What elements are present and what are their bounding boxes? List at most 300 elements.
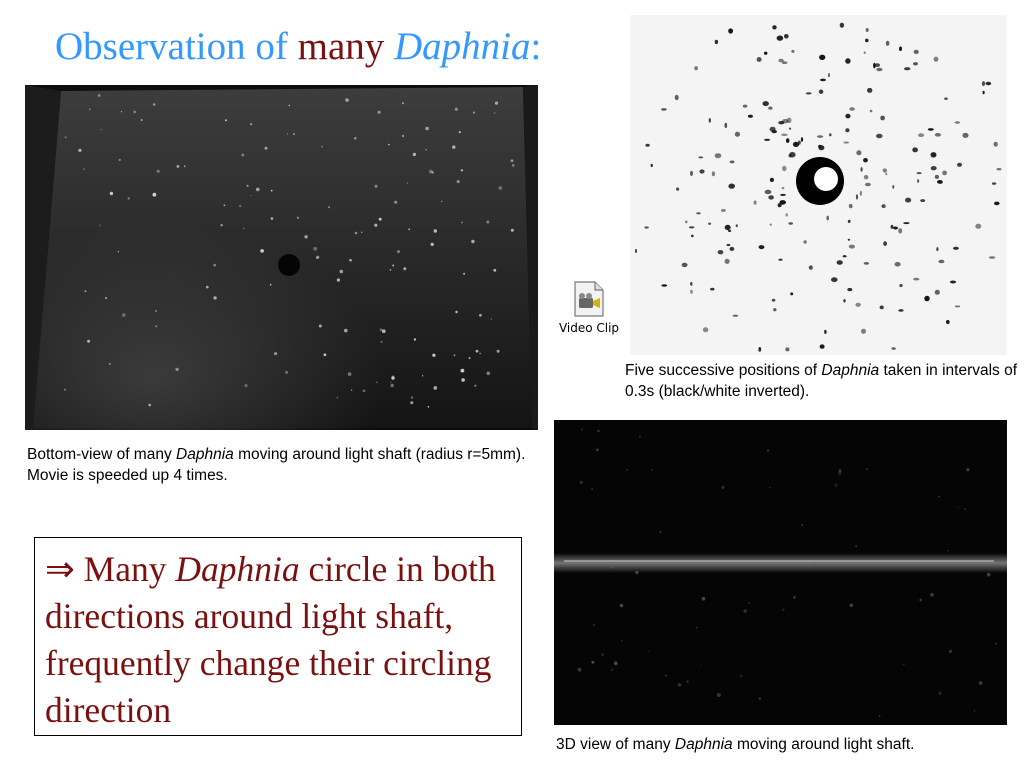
daphnia-speck [148, 404, 151, 407]
conclusion-post: circle in both directions around light shaft, frequently change their circling direction [45, 549, 496, 730]
daphnia-position-dot [946, 320, 950, 324]
daphnia-speck [119, 159, 121, 161]
daphnia-speck-3d [627, 469, 629, 471]
daphnia-speck-3d [930, 593, 934, 597]
daphnia-speck [391, 376, 394, 379]
daphnia-speck [285, 371, 288, 374]
daphnia-speck [340, 270, 344, 274]
daphnia-speck [375, 185, 378, 188]
daphnia-speck [486, 221, 489, 224]
title-part-2: many [297, 25, 385, 68]
daphnia-speck [491, 318, 493, 320]
daphnia-position-dot [819, 90, 823, 94]
daphnia-speck [265, 147, 268, 150]
video-clip-label: Video Clip [558, 321, 620, 335]
daphnia-speck [337, 397, 339, 399]
daphnia-position-dot [725, 259, 730, 264]
daphnia-speck [403, 267, 406, 270]
daphnia-speck-3d [678, 683, 681, 686]
daphnia-speck [224, 204, 226, 206]
daphnia-position-dot [882, 204, 886, 208]
daphnia-position-dot [809, 265, 813, 269]
daphnia-speck [100, 129, 101, 130]
daphnia-speck [474, 385, 476, 387]
video-clip-button[interactable] [555, 280, 623, 340]
daphnia-position-dot [962, 133, 968, 138]
daphnia-position-dot [934, 57, 939, 62]
daphnia-position-dot [983, 91, 985, 94]
daphnia-position-dot [789, 128, 791, 130]
daphnia-position-dot [715, 40, 718, 44]
daphnia-speck [422, 375, 423, 376]
daphnia-position-dot [708, 223, 711, 225]
daphnia-position-dot [644, 226, 648, 228]
daphnia-speck-3d [974, 710, 975, 711]
positions-caption-pre: Five successive positions of [625, 362, 822, 379]
daphnia-speck-3d [593, 624, 595, 626]
daphnia-position-dot [768, 107, 772, 110]
daphnia-speck [241, 154, 244, 157]
daphnia-position-dot [886, 41, 890, 46]
daphnia-speck [498, 186, 502, 190]
daphnia-speck [271, 190, 273, 192]
daphnia-speck [392, 265, 394, 267]
daphnia-speck [455, 311, 457, 313]
daphnia-speck [324, 353, 327, 356]
daphnia-position-dot [936, 247, 938, 251]
daphnia-speck [110, 192, 113, 195]
daphnia-position-dot [817, 135, 823, 138]
daphnia-speck [452, 145, 455, 148]
daphnia-speck [379, 218, 382, 221]
daphnia-speck-3d [938, 496, 940, 498]
positions-caption [625, 360, 1020, 402]
daphnia-position-dot [855, 303, 860, 307]
daphnia-speck [239, 205, 241, 207]
positions-caption-italic: Daphnia [821, 362, 880, 379]
daphnia-position-dot [694, 66, 698, 70]
daphnia-position-dot [803, 240, 806, 243]
daphnia-position-dot [778, 121, 784, 124]
daphnia-position-dot [828, 73, 830, 77]
daphnia-speck [87, 340, 90, 343]
daphnia-speck [105, 297, 107, 299]
daphnia-speck [289, 105, 290, 106]
daphnia-speck [411, 396, 413, 398]
daphnia-speck [175, 368, 178, 371]
daphnia-speck [381, 341, 383, 343]
daphnia-speck [374, 224, 377, 227]
daphnia-speck [121, 111, 122, 112]
daphnia-speck-3d [850, 604, 853, 607]
daphnia-speck [65, 136, 67, 138]
daphnia-speck [304, 235, 307, 238]
daphnia-position-dot [690, 290, 693, 294]
daphnia-position-dot [651, 164, 653, 167]
daphnia-position-dot [781, 134, 788, 136]
daphnia-speck-3d [839, 469, 842, 472]
daphnia-position-dot [975, 224, 981, 229]
daphnia-position-dot [895, 262, 901, 267]
daphnia-speck-3d [965, 508, 966, 509]
daphnia-position-dot [645, 144, 649, 147]
daphnia-position-dot [709, 118, 711, 123]
daphnia-speck [461, 369, 465, 373]
conclusion-box [34, 537, 522, 736]
daphnia-position-dot [864, 52, 866, 54]
daphnia-speck [351, 390, 352, 391]
conclusion-pre: Many [74, 549, 176, 589]
daphnia-speck-3d [966, 468, 969, 471]
conclusion-italic: Daphnia [175, 549, 300, 589]
daphnia-speck [118, 251, 119, 252]
daphnia-position-dot [837, 260, 843, 265]
daphnia-position-dot [864, 262, 869, 265]
daphnia-position-dot [899, 284, 902, 287]
daphnia-speck [293, 133, 295, 135]
daphnia-speck [479, 314, 482, 317]
daphnia-position-dot [876, 68, 882, 72]
daphnia-speck-3d [948, 550, 949, 551]
bottom-view-photo[interactable] [25, 85, 538, 430]
daphnia-speck [459, 131, 461, 133]
daphnia-speck [461, 222, 463, 224]
title-part-1: Observation of [55, 25, 298, 68]
daphnia-position-dot [730, 161, 735, 164]
daphnia-speck [313, 247, 317, 251]
daphnia-position-dot [875, 63, 880, 67]
daphnia-position-dot [685, 221, 687, 224]
bottom-caption-post: moving around light shaft (radius r=5mm). Movie is speeded up 4 times. [27, 446, 526, 484]
daphnia-speck [473, 112, 475, 114]
daphnia-position-dot [791, 50, 794, 53]
daphnia-speck-3d [769, 487, 770, 488]
daphnia-speck [328, 206, 330, 208]
daphnia-speck-3d [987, 573, 991, 577]
daphnia-position-dot [806, 92, 812, 94]
daphnia-speck [153, 103, 155, 105]
3d-caption-pre: 3D view of many [556, 736, 675, 753]
daphnia-speck-3d [597, 430, 599, 432]
daphnia-speck [410, 401, 413, 404]
daphnia-position-dot [938, 260, 944, 264]
daphnia-position-dot [935, 175, 939, 179]
daphnia-speck [134, 111, 136, 113]
daphnia-position-dot [870, 110, 873, 113]
daphnia-position-dot [865, 39, 869, 43]
daphnia-position-dot [793, 142, 799, 147]
daphnia-position-dot [876, 134, 883, 139]
daphnia-speck [461, 169, 463, 171]
daphnia-speck [455, 108, 458, 111]
daphnia-position-dot [917, 172, 922, 174]
daphnia-speck-3d [743, 609, 746, 612]
daphnia-position-dot [635, 249, 637, 253]
daphnia-position-dot [758, 347, 761, 352]
daphnia-position-dot [831, 277, 838, 282]
daphnia-speck-3d [581, 428, 583, 430]
daphnia-speck [426, 149, 427, 150]
daphnia-speck [361, 232, 362, 233]
daphnia-position-dot [728, 230, 731, 232]
daphnia-position-dot [698, 156, 703, 158]
daphnia-speck [297, 217, 299, 219]
daphnia-speck [512, 164, 515, 167]
daphnia-position-dot [953, 247, 959, 250]
daphnia-position-dot [935, 290, 940, 295]
daphnia-speck [479, 353, 481, 355]
daphnia-speck [487, 372, 491, 376]
daphnia-position-dot [849, 204, 853, 208]
daphnia-speck [414, 338, 416, 340]
daphnia-position-dot [829, 133, 831, 136]
daphnia-speck [408, 228, 410, 230]
daphnia-speck [511, 229, 514, 232]
daphnia-position-dot [715, 153, 722, 158]
daphnia-speck [469, 357, 471, 359]
bottom-caption-italic: Daphnia [176, 446, 234, 463]
daphnia-position-dot [989, 256, 995, 259]
daphnia-speck [271, 217, 274, 220]
daphnia-position-dot [765, 190, 772, 194]
daphnia-speck [83, 168, 85, 170]
daphnia-speck-3d [648, 651, 649, 652]
daphnia-speck-3d [855, 545, 857, 547]
daphnia-speck [155, 325, 157, 327]
daphnia-position-dot [848, 220, 851, 223]
daphnia-speck [244, 384, 247, 387]
daphnia-position-dot [725, 225, 731, 230]
daphnia-speck [463, 273, 465, 275]
daphnia-position-dot [772, 25, 776, 29]
daphnia-speck [394, 201, 397, 204]
daphnia-speck [441, 201, 443, 203]
daphnia-position-dot [730, 247, 735, 251]
daphnia-position-dot [786, 138, 789, 143]
daphnia-position-dot [789, 152, 795, 158]
daphnia-speck [177, 165, 180, 168]
daphnia-speck [274, 352, 277, 355]
daphnia-position-dot [743, 105, 748, 108]
daphnia-speck [376, 382, 378, 384]
daphnia-position-dot [682, 263, 688, 267]
daphnia-position-dot [676, 188, 679, 191]
daphnia-position-dot [826, 216, 829, 221]
daphnia-position-dot [690, 171, 693, 176]
daphnia-position-dot [912, 147, 918, 152]
daphnia-position-dot [904, 67, 910, 70]
daphnia-position-dot [779, 200, 786, 205]
daphnia-speck-3d [596, 448, 599, 451]
daphnia-position-dot [770, 224, 772, 226]
daphnia-speck [413, 153, 416, 156]
daphnia-speck [461, 378, 465, 382]
daphnia-position-dot [696, 212, 700, 214]
daphnia-position-dot [840, 23, 844, 28]
daphnia-position-dot [782, 166, 787, 171]
daphnia-position-dot [849, 245, 855, 249]
daphnia-speck [434, 229, 437, 232]
daphnia-speck [380, 328, 383, 331]
daphnia-position-dot [725, 123, 728, 128]
daphnia-position-dot [770, 178, 774, 182]
daphnia-speck-3d [759, 697, 761, 699]
daphnia-speck-3d [767, 449, 770, 452]
daphnia-speck [432, 354, 435, 357]
daphnia-position-dot [689, 226, 695, 228]
3d-view-caption [556, 734, 1024, 755]
daphnia-speck-3d [610, 565, 613, 568]
daphnia-position-dot [818, 145, 821, 148]
daphnia-speck-3d [696, 627, 698, 629]
daphnia-speck [246, 185, 248, 187]
daphnia-speck [495, 102, 498, 105]
daphnia-speck [256, 188, 260, 192]
daphnia-position-dot [843, 142, 849, 144]
title-part-4: : [530, 25, 542, 68]
daphnia-speck [355, 232, 358, 235]
daphnia-speck-3d [596, 565, 598, 567]
daphnia-position-dot [992, 182, 996, 184]
daphnia-speck-3d [748, 602, 750, 604]
daphnia-speck [494, 112, 495, 113]
daphnia-speck [428, 406, 430, 408]
daphnia-speck-3d [740, 675, 743, 678]
daphnia-speck-3d [801, 524, 803, 526]
daphnia-speck-3d [591, 661, 594, 664]
daphnia-speck [141, 119, 143, 121]
daphnia-speck [213, 264, 216, 267]
daphnia-position-dot [757, 57, 762, 62]
daphnia-speck-3d [660, 531, 662, 533]
bottom-view-caption [27, 444, 537, 486]
daphnia-speck [471, 240, 474, 243]
daphnia-speck-3d [580, 481, 583, 484]
daphnia-speck-3d [782, 609, 784, 611]
daphnia-speck [213, 296, 216, 299]
daphnia-speck-3d [687, 680, 689, 682]
daphnia-speck-3d [651, 469, 653, 471]
daphnia-position-dot [905, 198, 911, 203]
daphnia-speck [206, 286, 209, 289]
daphnia-position-dot [865, 183, 871, 187]
daphnia-speck-3d [621, 640, 623, 642]
daphnia-position-dot [931, 152, 937, 157]
daphnia-position-dot [773, 308, 776, 311]
daphnia-speck-3d [834, 484, 837, 487]
daphnia-speck-3d [611, 669, 613, 671]
daphnia-position-dot [780, 194, 786, 196]
daphnia-position-dot [861, 329, 866, 334]
daphnia-position-dot [754, 201, 757, 205]
daphnia-speck [402, 102, 404, 104]
daphnia-position-dot [942, 171, 947, 176]
daphnia-position-dot [764, 52, 767, 55]
daphnia-position-dot [913, 62, 918, 65]
daphnia-position-dot [893, 227, 898, 230]
daphnia-speck-3d [995, 643, 997, 645]
daphnia-position-dot [913, 278, 919, 281]
3d-view-photo[interactable] [554, 420, 1007, 725]
daphnia-position-dot [843, 255, 847, 257]
daphnia-speck-3d [949, 650, 952, 653]
daphnia-position-dot [847, 288, 852, 291]
daphnia-position-dot [710, 288, 714, 291]
daphnia-speck [349, 259, 352, 262]
daphnia-speck-3d [879, 715, 881, 717]
daphnia-position-dot [885, 173, 887, 176]
page-title [55, 24, 541, 69]
daphnia-speck [270, 284, 272, 286]
daphnia-speck-3d [639, 436, 641, 438]
daphnia-position-dot [820, 79, 826, 82]
daphnia-speck [337, 278, 340, 281]
daphnia-position-dot [928, 128, 934, 131]
daphnia-speck [457, 180, 460, 183]
daphnia-speck [260, 249, 264, 253]
daphnia-position-dot [918, 133, 924, 137]
daphnia-position-dot [867, 88, 872, 93]
daphnia-position-dot [763, 101, 769, 106]
daphnia-speck-3d [601, 653, 604, 656]
daphnia-position-dot [845, 114, 850, 119]
daphnia-speck [225, 119, 227, 121]
daphnia-speck [493, 269, 496, 272]
daphnia-position-dot [801, 137, 803, 142]
daphnia-position-dot [718, 250, 724, 254]
daphnia-speck [431, 243, 434, 246]
daphnia-position-dot [950, 281, 956, 284]
daphnia-position-dot [920, 199, 925, 202]
daphnia-position-dot [856, 150, 861, 155]
daphnia-speck-3d [591, 488, 593, 490]
daphnia-speck [345, 98, 348, 101]
daphnia-speck [363, 390, 366, 393]
daphnia-speck-3d [979, 681, 983, 685]
daphnia-position-dot [937, 180, 943, 184]
daphnia-speck [454, 354, 456, 356]
daphnia-position-dot [764, 139, 770, 141]
daphnia-position-dot [733, 315, 739, 317]
daphnia-speck [155, 310, 157, 312]
daphnia-speck [243, 228, 244, 229]
daphnia-position-dot [786, 213, 788, 216]
positions-photo[interactable] [630, 15, 1007, 355]
daphnia-position-dot [898, 309, 903, 312]
daphnia-position-dot [917, 179, 919, 183]
daphnia-position-dot [892, 185, 894, 189]
daphnia-position-dot [898, 228, 902, 233]
daphnia-speck-3d [793, 596, 795, 598]
daphnia-speck-3d [813, 563, 815, 565]
daphnia-position-dot [880, 306, 884, 310]
daphnia-speck-3d [614, 661, 618, 665]
daphnia-position-dot [994, 202, 1000, 206]
daphnia-position-dot [777, 36, 784, 41]
3d-caption-italic: Daphnia [674, 736, 733, 753]
daphnia-speck [153, 193, 157, 197]
daphnia-position-dot [819, 55, 825, 60]
daphnia-speck-3d [721, 486, 724, 489]
daphnia-position-dot [880, 116, 885, 121]
daphnia-position-dot [856, 194, 858, 200]
daphnia-speck [344, 329, 348, 333]
daphnia-position-dot [772, 130, 777, 133]
daphnia-position-dot [883, 168, 887, 172]
daphnia-speck-3d [958, 507, 960, 509]
title-part-3: Daphnia [394, 25, 531, 68]
daphnia-position-dot [782, 187, 785, 189]
